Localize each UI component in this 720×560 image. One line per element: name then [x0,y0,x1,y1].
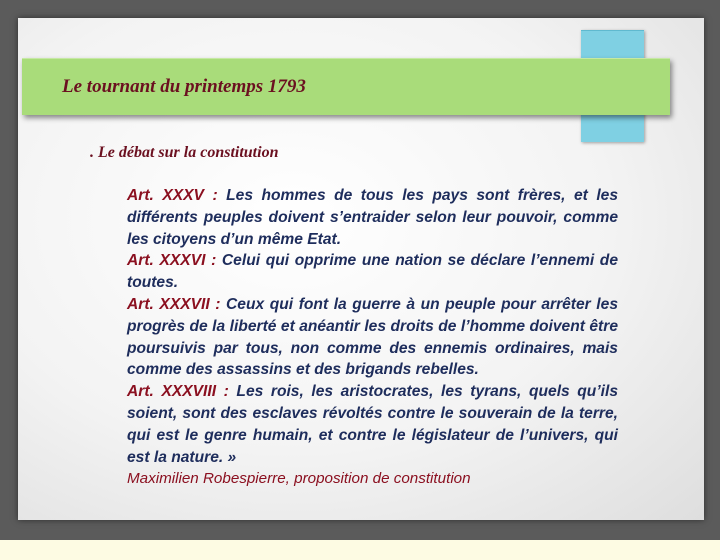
article-text: Celui qui opprime une nation se déclare l’ennemi de toutes. [127,252,618,292]
bottom-strip [0,540,720,560]
quote-block [127,185,618,490]
article-separator: : [209,295,227,313]
attribution: Maximilien Robespierre, proposition de constitution [127,470,471,488]
article-separator: : [203,187,227,204]
article-text: Ceux qui font la guerre à un peuple pour arrêter les progrès de la liberté et anéantir les droits de l’homme doivent être poursuivis par tous, non comme des ennemis ordinaires, mais comme des assassins et des brigands rebelles. [127,295,618,379]
article-label: Art. XXXVII [127,295,210,313]
article-38 [127,381,618,468]
article-separator: : [205,252,222,270]
article-36 [127,250,618,294]
article-label: Art. XXXVIII [127,383,217,401]
section-subheading: . Le débat sur la constitution [90,144,279,161]
article-37 [127,294,618,381]
article-text: Les hommes de tous les pays sont frères, et les différents peuples doivent s’entraider selon leur pouvoir, comme les citoyens d’un même Etat. [127,187,618,248]
article-text: Les rois, les aristocrates, les tyrans, quels qu’ils soient, sont des esclaves révoltés contre le souverain de la terre, qui est le genre humain, et contre le législateur de l’univers, qui est la nature. » [127,383,618,466]
slide [18,18,704,520]
article-label: Art. XXXV [127,187,204,204]
article-35 [127,185,618,250]
slide-title: Le tournant du printemps 1793 [62,76,306,97]
title-bar [22,58,670,115]
article-label: Art. XXXVI [127,252,206,270]
article-separator: : [216,383,237,401]
